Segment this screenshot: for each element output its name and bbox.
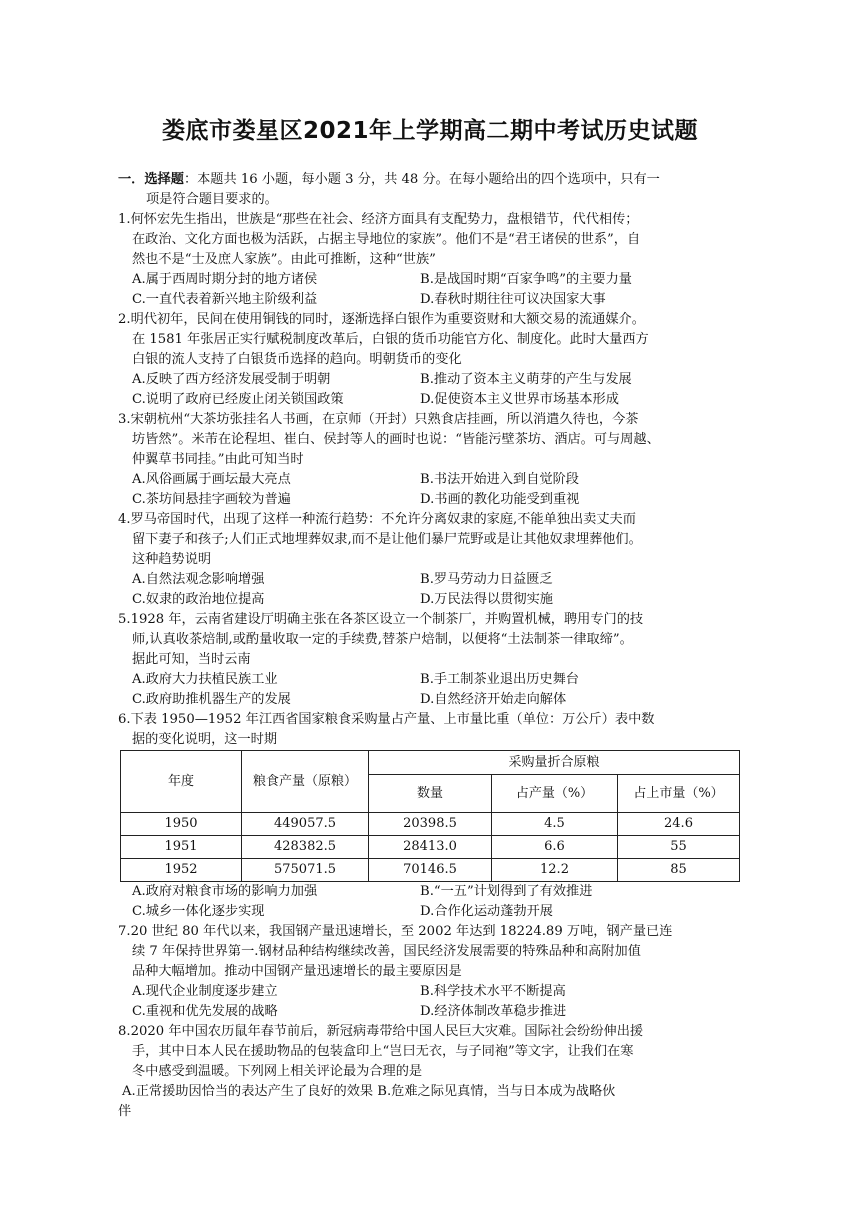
question-line: 8.2020 年中国农历鼠年春节前后，新冠病毒带给中国人民巨大灾难。国际社会纷纷伸出援 <box>118 1024 644 1039</box>
page-title: 娄底市娄星区2021年上学期高二期中考试历史试题 <box>161 118 698 144</box>
question-line: 续 7 年保持世界第一.钢材品种结构继续改善，国民经济发展需要的特殊品种和高附加值 <box>132 944 641 959</box>
question-4 <box>118 510 743 610</box>
cell-pct-output: 4.5 <box>492 813 618 836</box>
option-c[interactable]: C.茶坊间悬挂字画较为普遍 <box>132 492 291 507</box>
option-d[interactable]: D.书画的教化功能受到重视 <box>420 492 580 507</box>
col-header-pct-output: 占产量（%） <box>492 775 618 813</box>
col-header-year: 年度 <box>121 751 242 813</box>
question-line: 这种趋势说明 <box>132 552 212 567</box>
option-b[interactable]: B.罗马劳动力日益匮乏 <box>420 572 553 587</box>
cell-year: 1951 <box>121 836 242 859</box>
option-b[interactable]: B.是战国时期“百家争鸣”的主要力量 <box>420 272 632 287</box>
table-row <box>121 859 740 882</box>
options <box>118 470 743 510</box>
option-d[interactable]: D.春秋时期往往可议决国家大事 <box>420 292 606 307</box>
table-row <box>121 813 740 836</box>
option-a[interactable]: A.反映了西方经济发展受制于明朝 <box>132 372 331 387</box>
option-c[interactable]: C.说明了政府已经废止闭关锁国政策 <box>132 392 344 407</box>
option-d[interactable]: D.经济体制改革稳步推进 <box>420 1004 567 1019</box>
option-c[interactable]: C.城乡一体化逐步实现 <box>132 904 265 919</box>
question-line: 手，其中日本人民在援助物品的包装盒印上“岂曰无衣，与子同袍”等文字，让我们在寒 <box>132 1044 634 1059</box>
cell-output: 428382.5 <box>242 836 369 859</box>
question-line: 据此可知，当时云南 <box>132 652 251 667</box>
option-b[interactable]: B.书法开始进入到自觉阶段 <box>420 472 579 487</box>
cell-pct-output: 6.6 <box>492 836 618 859</box>
question-8 <box>118 1022 743 1122</box>
option-line[interactable]: A.正常援助因恰当的表达产生了良好的效果 B.危难之际见真情，当与日本成为战略伙 <box>122 1084 616 1099</box>
cell-qty: 20398.5 <box>369 813 492 836</box>
question-6 <box>118 710 743 922</box>
question-line: 7.20 世纪 80 年代以来，我国钢产量迅速增长，至 2002 年达到 18224.89 万吨，钢产量已连 <box>118 924 673 939</box>
question-line: 据的变化说明，这一时期 <box>132 732 278 747</box>
section-name: 选择题 <box>144 172 184 187</box>
question-line: 坊皆然”。米芾在论程坦、崔白、侯封等人的画时也说：“皆能污壁茶坊、酒店。可与周越、 <box>132 432 660 447</box>
option-c[interactable]: C.重视和优先发展的战略 <box>132 1004 278 1019</box>
option-c[interactable]: C.奴隶的政治地位提高 <box>132 592 265 607</box>
question-line: 在 1581 年张居正实行赋税制度改革后，白银的货币功能官方化、制度化。此时大量西方 <box>132 332 649 347</box>
col-header-pct-market: 占上市量（%） <box>618 775 740 813</box>
option-a[interactable]: A.政府对粮食市场的影响力加强 <box>132 884 318 899</box>
question-line: 仲翼草书同挂。”由此可知当时 <box>132 452 304 467</box>
option-d[interactable]: D.促使资本主义世界市场基本形成 <box>420 392 619 407</box>
question-2 <box>118 310 743 410</box>
cell-pct-market: 24.6 <box>618 813 740 836</box>
option-line-tail: 伴 <box>118 1104 132 1119</box>
question-line: 5.1928 年，云南省建设厅明确主张在各茶区设立一个制茶厂，并购置机械，聘用专门的技 <box>118 612 644 627</box>
option-b[interactable]: B.推动了资本主义萌芽的产生与发展 <box>420 372 632 387</box>
options <box>118 270 743 310</box>
options <box>118 570 743 610</box>
table-row <box>121 836 740 859</box>
cell-year: 1950 <box>121 813 242 836</box>
question-line: 品种大幅增加。推动中国钢产量迅速增长的最主要原因是 <box>132 964 462 979</box>
question-line: 师,认真收茶焙制,或酌量收取一定的手续费,替茶户焙制，以便将“土法制茶一律取缔”。 <box>132 632 633 647</box>
option-d[interactable]: D.万民法得以贯彻实施 <box>420 592 553 607</box>
question-line: 1.何怀宏先生指出，世族是“那些在社会、经济方面具有支配势力，盘根错节，代代相传； <box>118 212 639 227</box>
option-c[interactable]: C.政府助推机器生产的发展 <box>132 692 291 707</box>
option-b[interactable]: B.手工制茶业退出历史舞台 <box>420 672 579 687</box>
question-line: 2.明代初年，民间在使用铜钱的同时，逐渐选择白银作为重要资财和大额交易的流通媒介。 <box>118 312 645 327</box>
options <box>118 370 743 410</box>
section-desc-cont: 项是符合题目要求的。 <box>146 192 278 207</box>
question-7 <box>118 922 743 1022</box>
cell-pct-market: 55 <box>618 836 740 859</box>
col-header-group: 采购量折合原粮 <box>369 751 740 775</box>
option-a[interactable]: A.政府大力扶植民族工业 <box>132 672 278 687</box>
col-header-output: 粮食产量（原粮） <box>242 751 369 813</box>
question-3 <box>118 410 743 510</box>
cell-year: 1952 <box>121 859 242 882</box>
option-a[interactable]: A.属于西周时期分封的地方诸侯 <box>132 272 318 287</box>
section-header <box>118 170 743 190</box>
cell-pct-output: 12.2 <box>492 859 618 882</box>
cell-qty: 28413.0 <box>369 836 492 859</box>
section-number: 一． <box>118 172 145 187</box>
question-5 <box>118 610 743 710</box>
option-a[interactable]: A.现代企业制度逐步建立 <box>132 984 278 999</box>
question-1 <box>118 210 743 310</box>
cell-output: 575071.5 <box>242 859 369 882</box>
option-b[interactable]: B.科学技术水平不断提高 <box>420 984 566 999</box>
option-a[interactable]: A.自然法观念影响增强 <box>132 572 265 587</box>
question-line: 在政治、文化方面也极为活跃，占据主导地位的家族”。他们不是“君王诸侯的世系”，自 <box>132 232 641 247</box>
option-d[interactable]: D.合作化运动蓬勃开展 <box>420 904 553 919</box>
section-desc: ：本题共 16 小题，每小题 3 分，共 48 分。在每小题给出的四个选项中，只有一 <box>183 172 660 187</box>
options <box>118 982 743 1022</box>
option-d[interactable]: D.自然经济开始走向解体 <box>420 692 567 707</box>
question-line: 白银的流人支持了白银货币选择的趋向。明朝货币的变化 <box>132 352 462 367</box>
options <box>118 882 743 922</box>
question-line: 留下妻子和孩子;人们正式地埋葬奴隶,而不是让他们暴尸荒野或是让其他奴隶埋葬他们。 <box>132 532 642 547</box>
cell-qty: 70146.5 <box>369 859 492 882</box>
option-b[interactable]: B.“一五”计划得到了有效推进 <box>420 884 593 899</box>
option-c[interactable]: C.一直代表着新兴地主阶级利益 <box>132 292 318 307</box>
col-header-qty: 数量 <box>369 775 492 813</box>
question-line: 冬中感受到温暖。下列网上相关评论最为合理的是 <box>132 1064 423 1079</box>
question-line: 4.罗马帝国时代，出现了这样一种流行趋势：不允许分离奴隶的家庭,不能单独出卖丈夫而 <box>118 512 636 527</box>
question-line: 3.宋朝杭州“大茶坊张挂名人书画，在京师（开封）只熟食店挂画，所以消遣久待也，今茶 <box>118 412 639 427</box>
cell-pct-market: 85 <box>618 859 740 882</box>
question-line: 然也不是“士及庶人家族”。由此可推断，这种“世族” <box>132 252 436 267</box>
cell-output: 449057.5 <box>242 813 369 836</box>
grain-data-table <box>120 750 740 882</box>
question-line: 6.下表 1950—1952 年江西省国家粮食采购量占产量、上市量比重（单位：万公斤）表中数 <box>118 712 655 727</box>
exam-content <box>118 170 743 1122</box>
options <box>118 670 743 710</box>
option-a[interactable]: A.风俗画属于画坛最大亮点 <box>132 472 291 487</box>
